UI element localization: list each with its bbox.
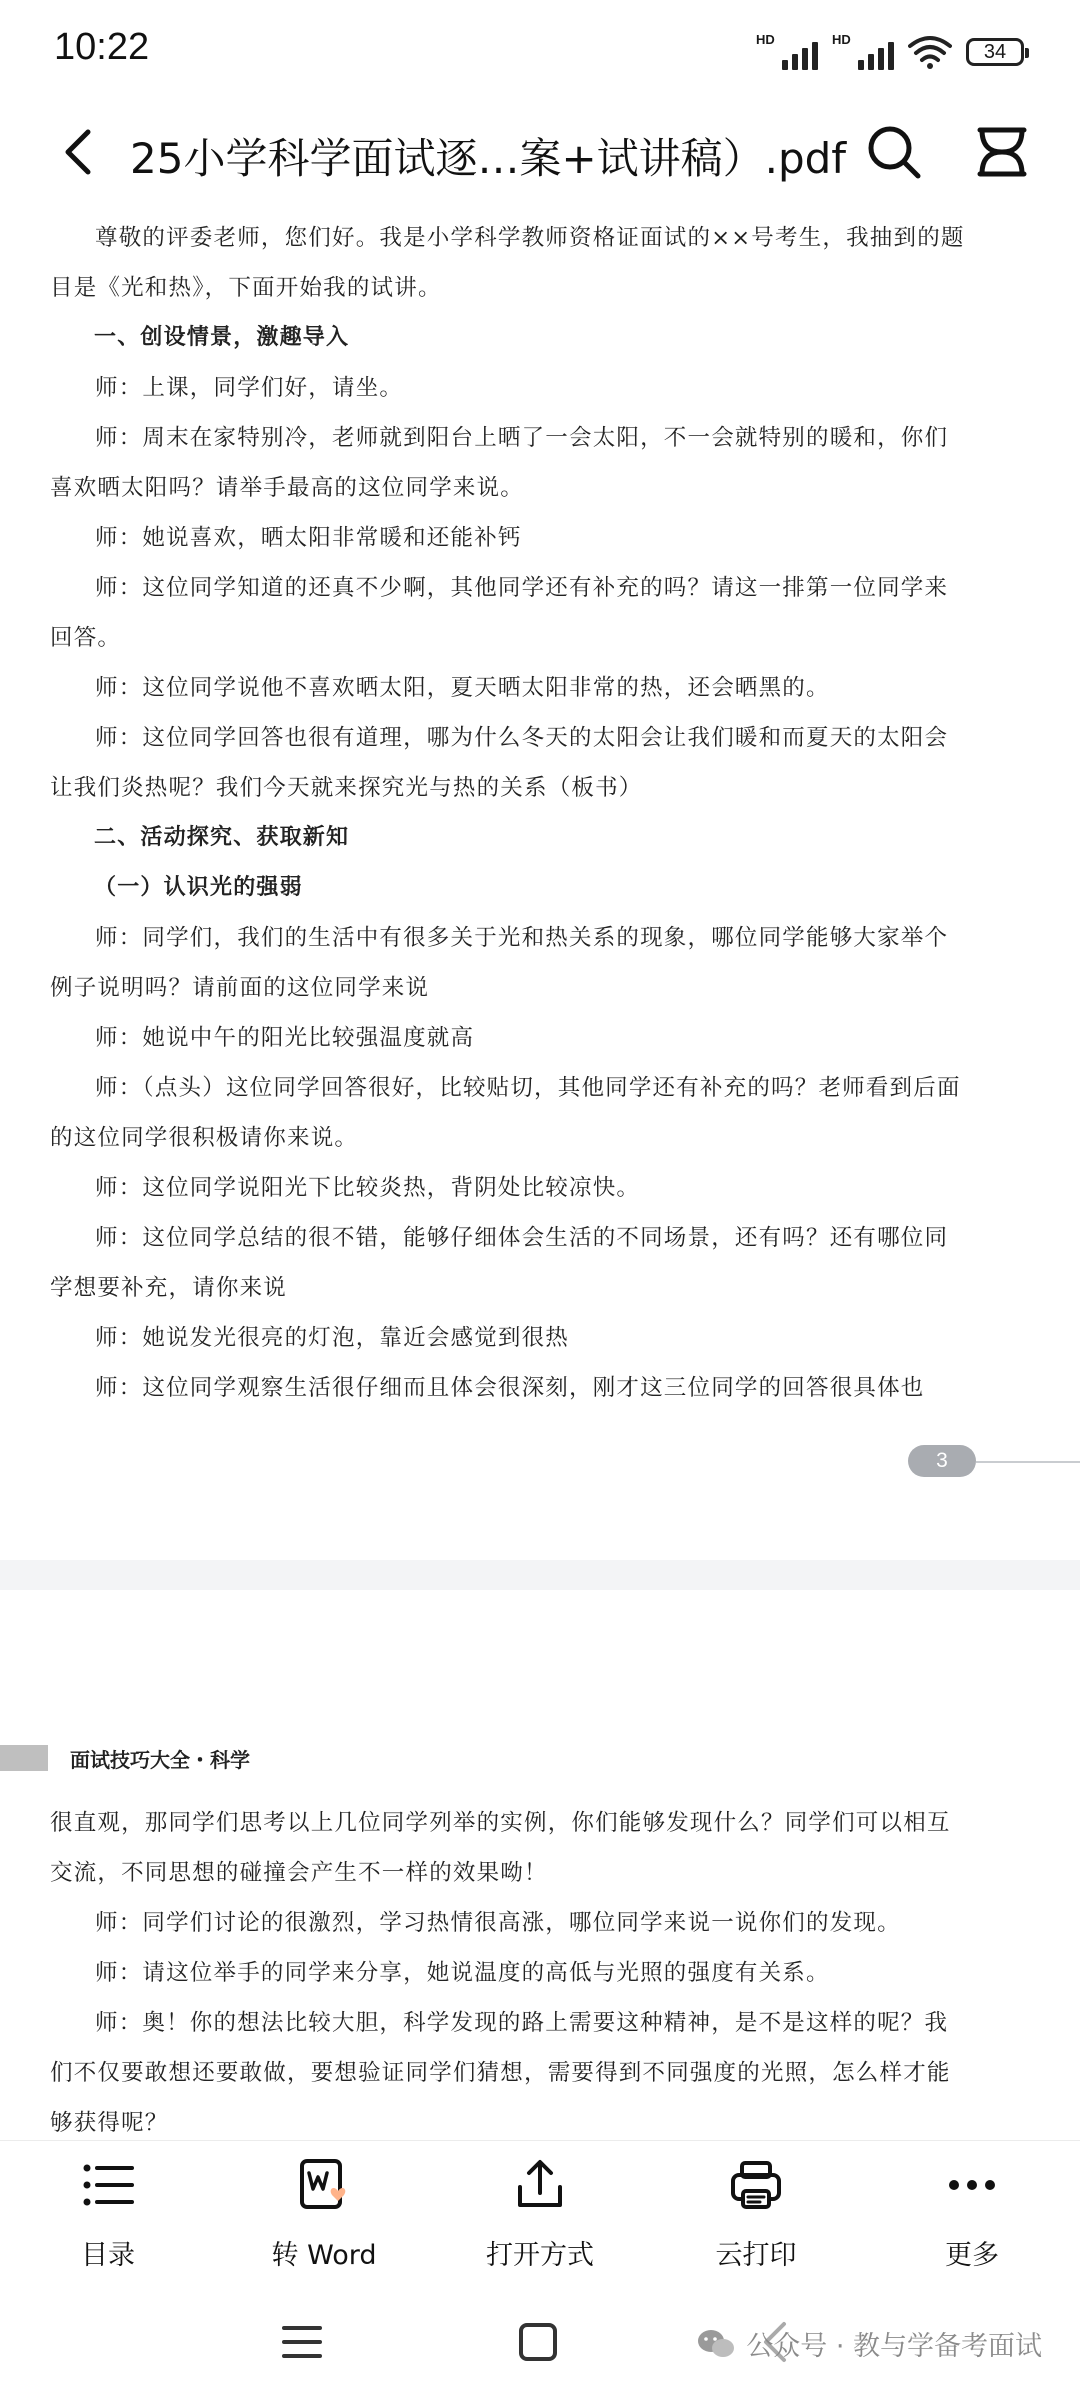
paragraph: 师：周末在家特别冷，老师就到阳台上晒了一会太阳，不一会就特别的暖和，你们喜欢晒太阳吗？请举手最高的这位同学来说。 (50, 425, 949, 501)
signal-icon: HD (832, 34, 894, 70)
back-arrow-icon[interactable] (50, 122, 110, 182)
subsection-heading: （一）认识光的强弱 (94, 875, 303, 900)
paragraph: 师：奥！你的想法比较大胆，科学发现的路上需要这种精神，是不是这样的呢？我们不仅要敢想还要敢做，要想验证同学们猜想，需要得到不同强度的光照，怎么样才能够获得呢？ (50, 2010, 951, 2136)
page-body (50, 213, 970, 1413)
bookmark-icon[interactable] (970, 120, 1034, 184)
paragraph: 师：这位同学总结的很不错，能够仔细体会生活的不同场景，还有吗？还有哪位同学想要补充，请你来说 (50, 1225, 949, 1301)
signal-icon: HD (756, 34, 818, 70)
page-number-badge: 3 (908, 1445, 976, 1477)
page-running-header (0, 1745, 250, 1771)
paragraph: 师：（点头）这位同学回答很好，比较贴切，其他同学还有补充的吗？老师看到后面的这位同学很积极请你来说。 (50, 1075, 961, 1151)
paragraph: 师：这位同学观察生活很仔细而且体会很深刻，刚才这三位同学的回答很具体也 (95, 1375, 925, 1401)
paragraph: 尊敬的评委老师，您们好。我是小学科学教师资格证面试的××号考生，我抽到的题目是《光和热》，下面开始我的试讲。 (50, 225, 965, 301)
battery-indicator: 34 (966, 38, 1024, 66)
watermark (696, 2324, 1042, 2363)
toolbar-open-with-button[interactable]: 打开方式 (440, 2155, 640, 2272)
pdf-page-3 (0, 205, 1080, 1560)
paragraph: 师：上课，同学们好，请坐。 (95, 375, 404, 401)
paragraph: 师：她说发光很亮的灯泡，靠近会感觉到很热 (95, 1325, 570, 1351)
paragraph: 师：这位同学说他不喜欢晒太阳，夏天晒太阳非常的热，还会晒黑的。 (95, 675, 830, 701)
toolbar-convert-word-button[interactable]: 转 Word (224, 2155, 424, 2272)
system-navigation-bar (0, 2290, 1080, 2401)
more-icon (942, 2155, 1002, 2215)
status-bar (0, 0, 1080, 100)
home-icon[interactable] (514, 2318, 562, 2366)
paragraph: 师：这位同学回答也很有道理，哪为什么冬天的太阳会让我们暖和而夏天的太阳会让我们炎热呢？我们今天就来探究光与热的关系（板书） (50, 725, 949, 801)
search-icon[interactable] (862, 120, 926, 184)
header-bar-decoration (0, 1745, 48, 1771)
paragraph: 师：她说喜欢，晒太阳非常暖和还能补钙 (95, 525, 522, 551)
document-viewer[interactable] (0, 205, 1080, 2140)
paragraph: 师：这位同学知道的还真不少啊，其他同学还有补充的吗？请这一排第一位同学来回答。 (50, 575, 949, 651)
document-header (0, 100, 1080, 210)
status-time: 10:22 (54, 26, 150, 68)
page-body (50, 1798, 970, 2140)
section-heading: 一、创设情景，激趣导入 (94, 325, 350, 350)
wifi-icon (908, 35, 952, 69)
paragraph: 师：同学们讨论的很激烈，学习热情很高涨，哪位同学来说一说你们的发现。 (95, 1910, 901, 1936)
recent-apps-icon[interactable] (278, 2318, 326, 2366)
page-indicator-line (976, 1461, 1080, 1463)
toolbar-contents-button[interactable]: 目录 (8, 2155, 208, 2272)
list-icon (78, 2155, 138, 2215)
paragraph: 师：同学们，我们的生活中有很多关于光和热关系的现象，哪位同学能够大家举个例子说明吗？请前面的这位同学来说 (50, 925, 949, 1001)
watermark-text: 公众号 · 教与学备考面试 (746, 2331, 1042, 2362)
toolbar-cloud-print-button[interactable]: 云打印 (656, 2155, 856, 2272)
printer-icon (726, 2155, 786, 2215)
running-header-text: 面试技巧大全・科学 (70, 1747, 250, 1772)
document-title: 25小学科学面试逐…案+试讲稿）.pdf (130, 134, 847, 183)
status-icons (756, 34, 1024, 70)
section-heading: 二、活动探究、获取新知 (94, 825, 350, 850)
toolbar-more-button[interactable]: 更多 (872, 2155, 1072, 2272)
pdf-page-4 (0, 1590, 1080, 2140)
word-convert-icon (294, 2155, 354, 2215)
paragraph: 师：这位同学说阳光下比较炎热，背阴处比较凉快。 (95, 1175, 641, 1201)
paragraph: 师：请这位举手的同学来分享，她说温度的高低与光照的强度有关系。 (95, 1960, 830, 1986)
wechat-icon (696, 2327, 736, 2361)
paragraph: 师：她说中午的阳光比较强温度就高 (95, 1025, 475, 1051)
paragraph: 很直观，那同学们思考以上几位同学列举的实例，你们能够发现什么？同学们可以相互交流，不同思想的碰撞会产生不一样的效果呦！ (50, 1810, 951, 1886)
bottom-toolbar (0, 2140, 1080, 2291)
share-icon (510, 2155, 570, 2215)
